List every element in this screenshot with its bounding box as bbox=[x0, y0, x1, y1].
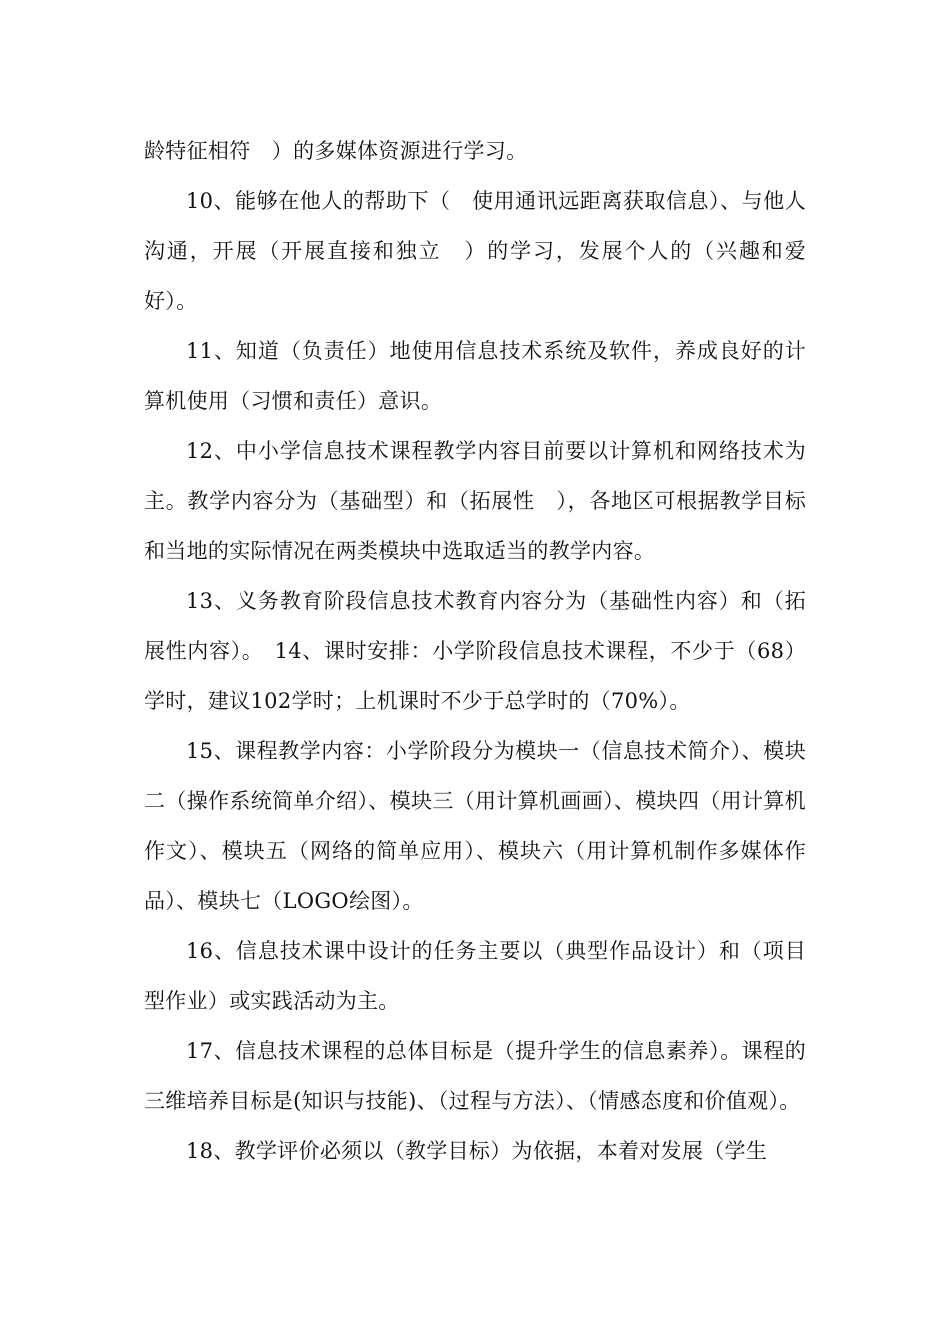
document-body bbox=[144, 126, 806, 1176]
paragraph-item-11: 11、知道（负责任）地使用信息技术系统及软件，养成良好的计算机使用（习惯和责任）意识。 bbox=[144, 339, 806, 413]
paragraph-item-13-14: 13、义务教育阶段信息技术教育内容分为（基础性内容）和（拓展性内容）。 14、课时安排：小学阶段信息技术课程，不少于（68）学时，建议102学时；上机课时不少于总学时的（70%）。 bbox=[144, 589, 806, 713]
paragraph-item-12: 12、中小学信息技术课程教学内容目前要以计算机和网络技术为主。教学内容分为（基础型）和（拓展性 ），各地区可根据教学目标和当地的实际情况在两类模块中选取适当的教学内容。 bbox=[144, 439, 806, 563]
paragraph-item-16: 16、信息技术课中设计的任务主要以（典型作品设计）和（项目型作业）或实践活动为主。 bbox=[144, 939, 806, 1013]
paragraph-item-18: 18、教学评价必须以（教学目标）为依据，本着对发展（学生 bbox=[186, 1139, 768, 1163]
paragraph-item-10: 10、能够在他人的帮助下（ 使用通讯远距离获取信息）、与他人沟通，开展（开展直接和独立 ）的学习，发展个人的（兴趣和爱好）。 bbox=[144, 189, 806, 313]
paragraph-item-17: 17、信息技术课程的总体目标是（提升学生的信息素养）。课程的三维培养目标是(知识与技能)、（过程与方法）、（情感态度和价值观）。 bbox=[144, 1039, 806, 1113]
paragraph-continuation: 龄特征相符 ）的多媒体资源进行学习。 bbox=[144, 139, 528, 163]
paragraph-item-15: 15、课程教学内容：小学阶段分为模块一（信息技术简介）、模块二（操作系统简单介绍）、模块三（用计算机画画）、模块四（用计算机作文）、模块五（网络的简单应用）、模块六（用计算机制作多媒体作品）、模块七（LOGO绘图）。 bbox=[144, 739, 806, 913]
